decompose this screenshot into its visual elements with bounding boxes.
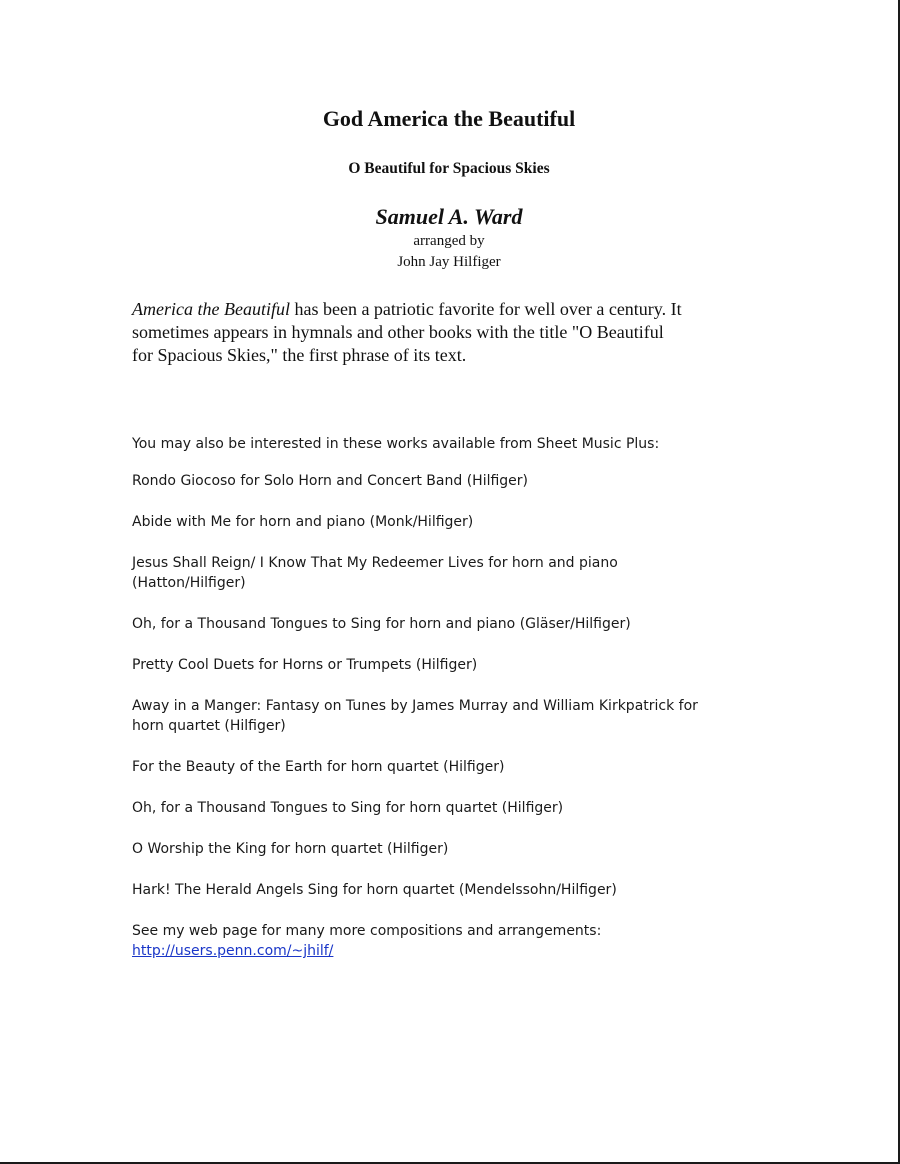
related-works [132,434,832,961]
intro-paragraph [132,298,792,367]
work-item [132,798,832,818]
work-item [132,655,832,675]
work-item [132,839,832,859]
work-item [132,512,832,532]
work-item-text: Oh, for a Thousand Tongues to Sing for horn quartet (Hilfiger) [132,800,564,816]
arranger-name: John Jay Hilfiger [397,254,501,270]
related-works-intro: You may also be interested in these works available from Sheet Music Plus: [132,436,660,452]
piece-subtitle: O Beautiful for Spacious Skies [348,160,550,177]
intro-line-2: sometimes appears in hymnals and other books with the title "O Beautiful [132,322,664,342]
work-item-text: Hark! The Herald Angels Sing for horn quartet (Mendelssohn/Hilfiger) [132,882,617,898]
work-item [132,880,832,900]
work-item-text: Away in a Manger: Fantasy on Tunes by James Murray and William Kirkpatrick for [132,698,698,714]
work-item-text: Oh, for a Thousand Tongues to Sing for horn and piano (Gläser/Hilfiger) [132,616,631,632]
work-item-text: O Worship the King for horn quartet (Hilfiger) [132,841,449,857]
work-item-text: Rondo Giocoso for Solo Horn and Concert Band (Hilfiger) [132,473,529,489]
work-item-text-cont: (Hatton/Hilfiger) [132,575,246,591]
intro-italic-title: America the Beautiful [132,299,290,319]
web-page-link[interactable]: http://users.penn.com/~jhilf/ [132,943,334,959]
intro-line-1-text: has been a patriotic favorite for well over a century. It [289,299,682,319]
work-item [132,471,832,491]
work-item [132,553,832,593]
piece-title: God America the Beautiful [322,106,576,131]
arranged-by-label: arranged by [413,233,485,249]
intro-line-1 [132,298,792,321]
work-item-text: Pretty Cool Duets for Horns or Trumpets (Hilfiger) [132,657,478,673]
web-page-note-text: See my web page for many more compositions and arrangements: [132,923,602,939]
work-item [132,696,832,736]
work-item-text-cont: horn quartet (Hilfiger) [132,718,286,734]
intro-line-3: for Spacious Skies," the first phrase of its text. [132,345,467,365]
work-item-text: Abide with Me for horn and piano (Monk/Hilfiger) [132,514,474,530]
composer-name: Samuel A. Ward [375,204,523,229]
work-item-text: Jesus Shall Reign/ I Know That My Redeemer Lives for horn and piano [132,555,618,571]
work-item-text: For the Beauty of the Earth for horn quartet (Hilfiger) [132,759,505,775]
work-item [132,614,832,634]
work-item [132,757,832,777]
web-page-note [132,921,832,961]
